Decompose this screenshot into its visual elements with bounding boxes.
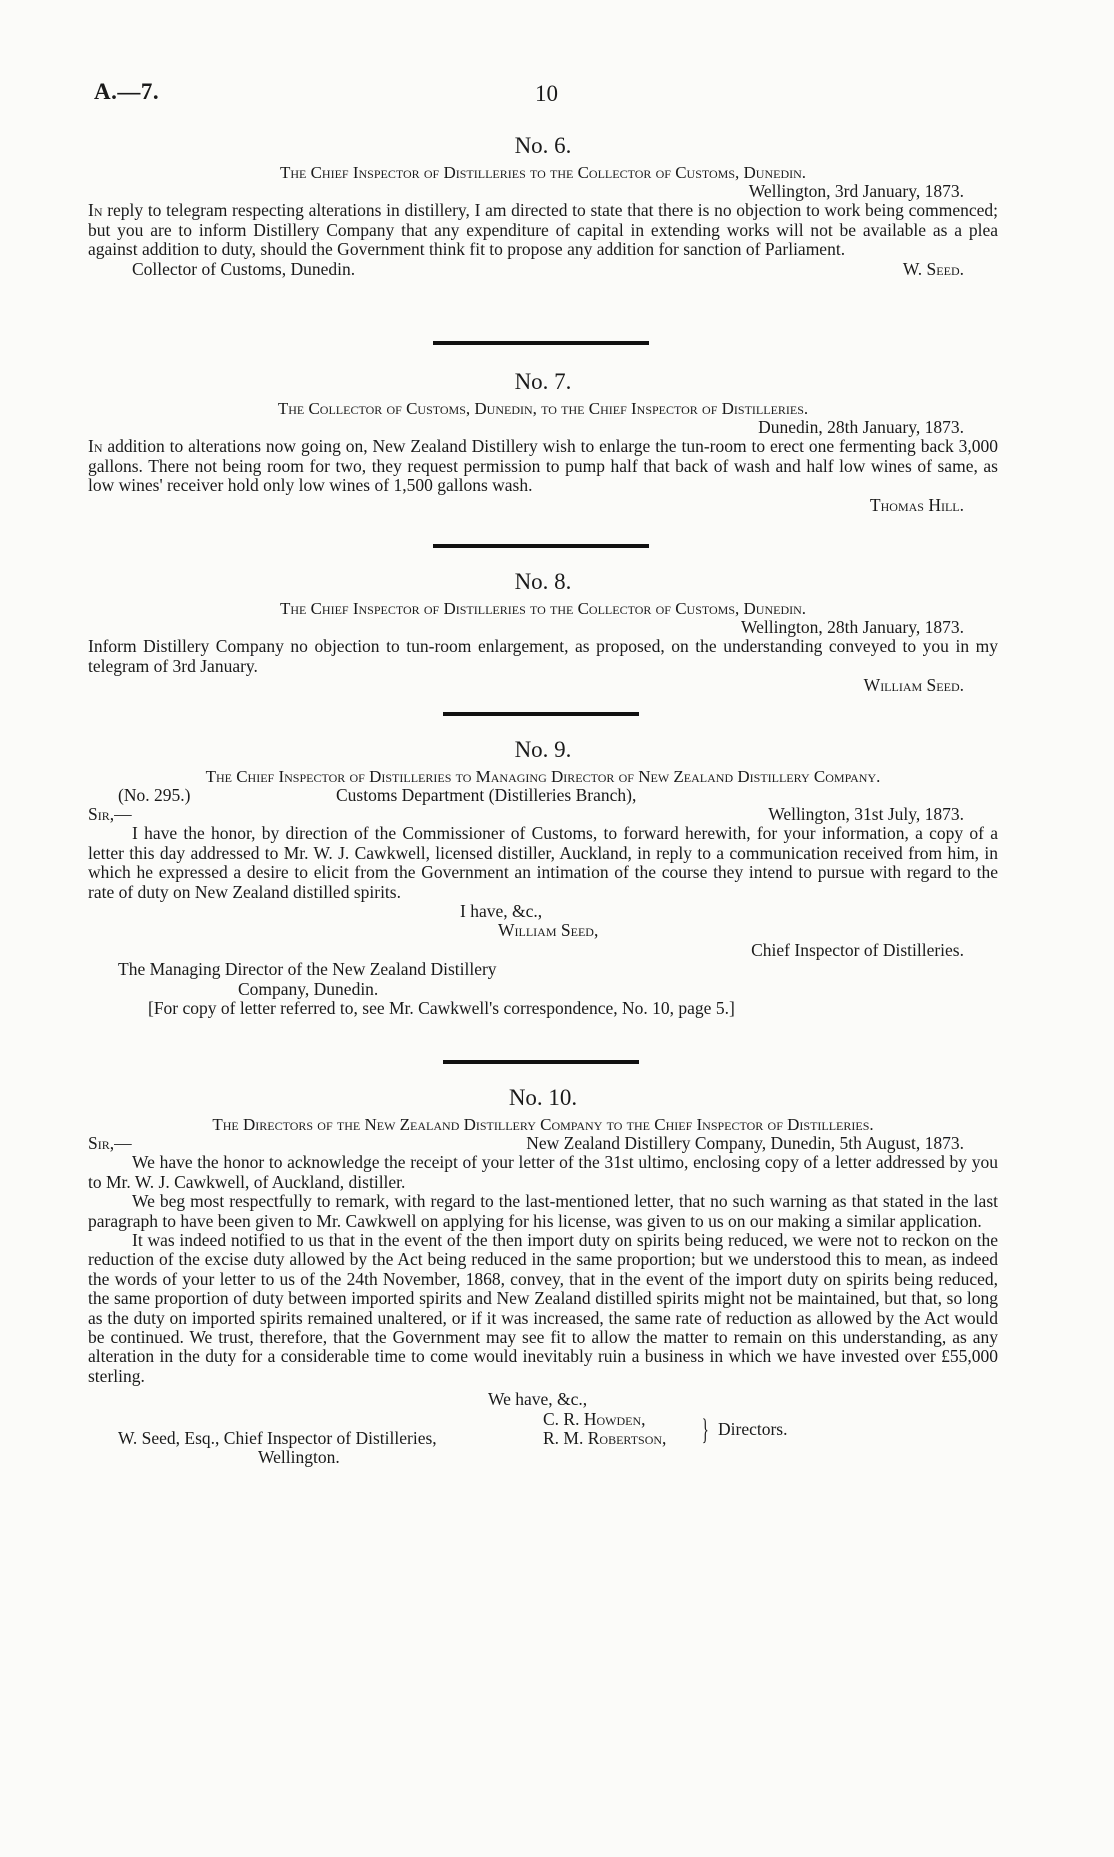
letter-date: New Zealand Distillery Company, Dunedin, 5th August, 1873. xyxy=(526,1133,964,1153)
page-number: 10 xyxy=(535,81,558,106)
letter-no-9 xyxy=(88,736,998,1018)
addressee-line-1: The Managing Director of the New Zealand Distillery xyxy=(118,959,497,980)
addressee-signature-row xyxy=(88,260,998,279)
lead-word: In xyxy=(88,200,103,221)
lead-word: In xyxy=(88,436,103,457)
section-number: No. 7. xyxy=(514,369,572,394)
signature-title: Chief Inspector of Distilleries. xyxy=(751,939,964,960)
signature: W. Seed. xyxy=(902,258,964,279)
signer-role: Directors. xyxy=(718,1418,788,1439)
letter-no-7 xyxy=(88,368,998,515)
signature: William Seed. xyxy=(863,675,964,696)
section-title: The Collector of Customs, Dunedin, to the Chief Inspector of Distilleries. xyxy=(277,399,809,418)
addressee-line-2: Wellington. xyxy=(258,1446,340,1467)
document-reference: A.—7. xyxy=(94,79,160,104)
reference-number: (No. 295.) xyxy=(118,785,191,805)
letter-body xyxy=(88,201,998,259)
letter-no-10 xyxy=(88,1084,998,1470)
letterhead-row xyxy=(88,786,998,805)
body-text: addition to alterations now going on, New Zealand Distillery wish to enlarge the tun-room to erect one fermenting back 3,000 gallons. There not being room for two, they request permission to pump half that back of wash and half low wines of same, as low wines' receiver hold only low wines of 1,500 gallons wash. xyxy=(88,436,999,496)
letter-no-8 xyxy=(88,568,998,696)
addressee: Collector of Customs, Dunedin. xyxy=(132,258,356,279)
section-number: No. 6. xyxy=(514,133,572,158)
section-number: No. 9. xyxy=(514,737,572,762)
section-number: No. 8. xyxy=(514,569,572,594)
signature: Thomas Hill. xyxy=(869,494,964,515)
addressee-line-1: W. Seed, Esq., Chief Inspector of Distilleries, xyxy=(118,1427,437,1448)
signature-block xyxy=(88,1410,998,1470)
letter-body: I have the honor, by direction of the Commissioner of Customs, to forward herewith, for your information, a copy of a letter this day addressed to Mr. W. J. Cawkwell, licensed distiller, Auckland, in reply to a communication received from him, in which he expressed a desire to elicit from the Government an intimation of the course they intend to pursue with regard to the rate of duty on New Zealand distilled spirits. xyxy=(88,823,998,902)
section-title: The Chief Inspector of Distilleries to Managing Director of New Zealand Distillery Company. xyxy=(205,767,881,786)
letter-paragraph-2: We beg most respectfully to remark, with regard to the last-mentioned letter, that no such warning as that stated in the last paragraph to have been given to Mr. Cawkwell on applying for his license, was given to us on our making a similar application. xyxy=(88,1191,998,1231)
section-divider xyxy=(443,1060,639,1064)
editorial-note: [For copy of letter referred to, see Mr. Cawkwell's correspondence, No. 10, page 5.] xyxy=(148,998,735,1019)
letter-date: Wellington, 28th January, 1873. xyxy=(741,617,964,637)
addressee-line-2: Company, Dunedin. xyxy=(238,978,379,999)
letter-date: Wellington, 3rd January, 1873. xyxy=(748,181,964,201)
section-number: No. 10. xyxy=(508,1085,578,1110)
letter-paragraph-1: We have the honor to acknowledge the receipt of your letter of the 31st ultimo, enclosing copy of a letter addressed by you to Mr. W. J. Cawkwell, of Auckland, distiller. xyxy=(88,1152,998,1192)
body-text: reply to telegram respecting alterations in distillery, I am directed to state that there is no objection to work being commenced; but you are to inform Distillery Company that any expenditure of capital in extending works will not be available as a plea against addition to duty, should the Government think fit to propose any addition for sanction of Parliament. xyxy=(88,200,998,260)
section-divider xyxy=(443,712,639,716)
letter-body: Inform Distillery Company no objection to tun-room enlargement, as proposed, on the understanding conveyed to you in my telegram of 3rd January. xyxy=(88,636,998,676)
closing: We have, &c., xyxy=(488,1389,588,1410)
section-divider xyxy=(433,341,649,345)
letter-date: Wellington, 31st July, 1873. xyxy=(768,804,964,824)
letter-body xyxy=(88,437,998,495)
salutation: Sir,— xyxy=(88,804,132,824)
department: Customs Department (Distilleries Branch), xyxy=(336,785,637,805)
letter-date: Dunedin, 28th January, 1873. xyxy=(758,417,964,437)
section-title: The Chief Inspector of Distilleries to the Collector of Customs, Dunedin. xyxy=(279,599,807,618)
section-title: The Directors of the New Zealand Distillery Company to the Chief Inspector of Distilleries. xyxy=(212,1115,874,1134)
signer-2: R. M. Robertson, xyxy=(543,1427,667,1448)
salutation-date-row xyxy=(88,1134,998,1153)
letter-no-6 xyxy=(88,132,998,279)
brace: } xyxy=(701,1412,709,1446)
section-divider xyxy=(433,544,649,548)
salutation-date-row xyxy=(88,805,998,824)
signature: William Seed, xyxy=(498,920,599,941)
signer-1: C. R. Howden, xyxy=(543,1408,646,1429)
salutation: Sir,— xyxy=(88,1133,132,1153)
letter-paragraph-3: It was indeed notified to us that in the event of the then import duty on spirits being reduced, we were not to reckon on the reduction of the excise duty allowed by the Act being reduced in the same proportion; but we understood this to mean, as indeed the words of your letter to us of the 24th November, 1868, convey, that in the event of the import duty on spirits being reduced, the same proportion of duty between imported spirits and New Zealand distilled spirits might not be maintained, but that, so long as the duty on imported spirits remained unaltered, or if it was increased, the same rate of reduction as allowed by the Act would be continued. We trust, therefore, that the Government may see fit to allow the matter to remain on this understanding, as any alteration in the duty for a considerable time to come would inevitably ruin a business in which we have invested over £55,000 sterling. xyxy=(88,1230,998,1386)
section-title: The Chief Inspector of Distilleries to the Collector of Customs, Dunedin. xyxy=(279,163,807,182)
closing: I have, &c., xyxy=(460,901,543,922)
